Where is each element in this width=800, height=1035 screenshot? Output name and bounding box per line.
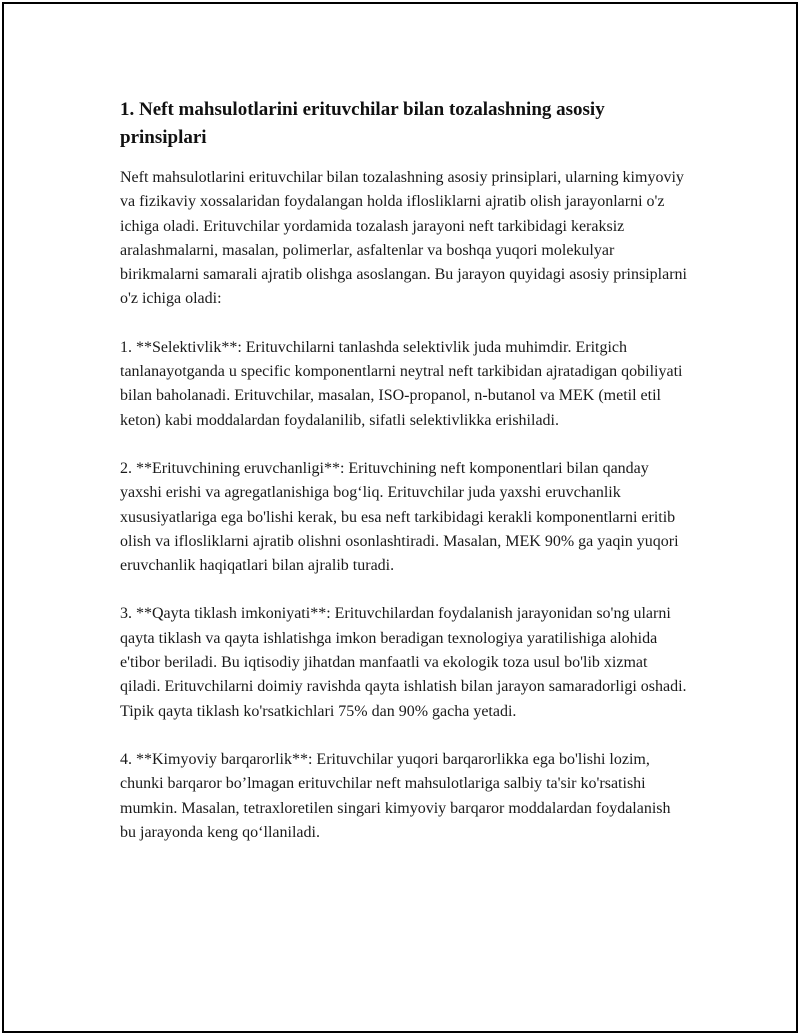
section-heading: 1. Neft mahsulotlarini erituvchilar bilan tozalashning asosiy prinsiplari [120,99,605,148]
document-content [120,96,690,869]
principle-selectivity-paragraph: 1. **Selektivlik**: Erituvchilarni tanlashda selektivlik juda muhimdir. Eritgich tanlanayotganda u specific komponentlarni neytral neft tarkibidan ajratadigan qobiliyati bilan baholanadi. Erituvchilar, masalan, ISO-propanol, n-butanol va MEK (metil etil keton) kabi moddalardan foydalanilib, sifatli selektivlikka erishiladi. [120,338,683,429]
principle-solubility-paragraph: 2. **Erituvchining eruvchanligi**: Erituvchining neft komponentlari bilan qanday yaxshi erishi va agregatlanishiga bog‘liq. Erituvchilar juda yaxshi eruvchanlik xususiyatlariga ega bo'lishi kerak, bu esa neft tarkibidagi kerakli komponentlarni eritib olish va iflosliklarni ajratib olishni osonlashtiradi. Masalan, MEK 90% ga yaqin yuqori eruvchanlik haqiqatlari bilan ajralib turadi. [120,459,679,575]
document-page [2,2,798,1033]
intro-paragraph: Neft mahsulotlarini erituvchilar bilan tozalashning asosiy prinsiplari, ularning kimyoviy va fizikaviy xossalaridan foydalangan holda iflosliklarni ajratib olish jarayonlarni o'z ichiga oladi. Erituvchilar yordamida tozalash jarayoni neft tarkibidagi keraksiz aralashmalarni, masalan, polimerlar, asfaltenlar va boshqa yuqori molekulyar birikmalarni samarali ajratib olishga asoslangan. Bu jarayon quyidagi asosiy prinsiplarni o'z ichiga oladi: [120,169,687,308]
principle-recovery-paragraph: 3. **Qayta tiklash imkoniyati**: Erituvchilardan foydalanish jarayonidan so'ng ularni qayta tiklash va qayta ishlatishga imkon beradigan texnologiya yaratilishiga alohida e'tibor beriladi. Bu iqtisodiy jihatdan manfaatli va ekologik toza usul bo'lib xizmat qiladi. Erituvchilarni doimiy ravishda qayta ishlatish bilan jarayon samaradorligi oshadi. Tipik qayta tiklash ko'rsatkichlari 75% dan 90% gacha yetadi. [120,605,687,720]
principle-stability-paragraph: 4. **Kimyoviy barqarorlik**: Erituvchilar yuqori barqarorlikka ega bo'lishi lozim, chunki barqaror bo’lmagan erituvchilar neft mahsulotlariga salbiy ta'sir ko'rsatishi mumkin. Masalan, tetraxloretilen singari kimyoviy barqaror moddalardan foydalanish bu jarayonda keng qo‘llaniladi. [120,750,671,841]
